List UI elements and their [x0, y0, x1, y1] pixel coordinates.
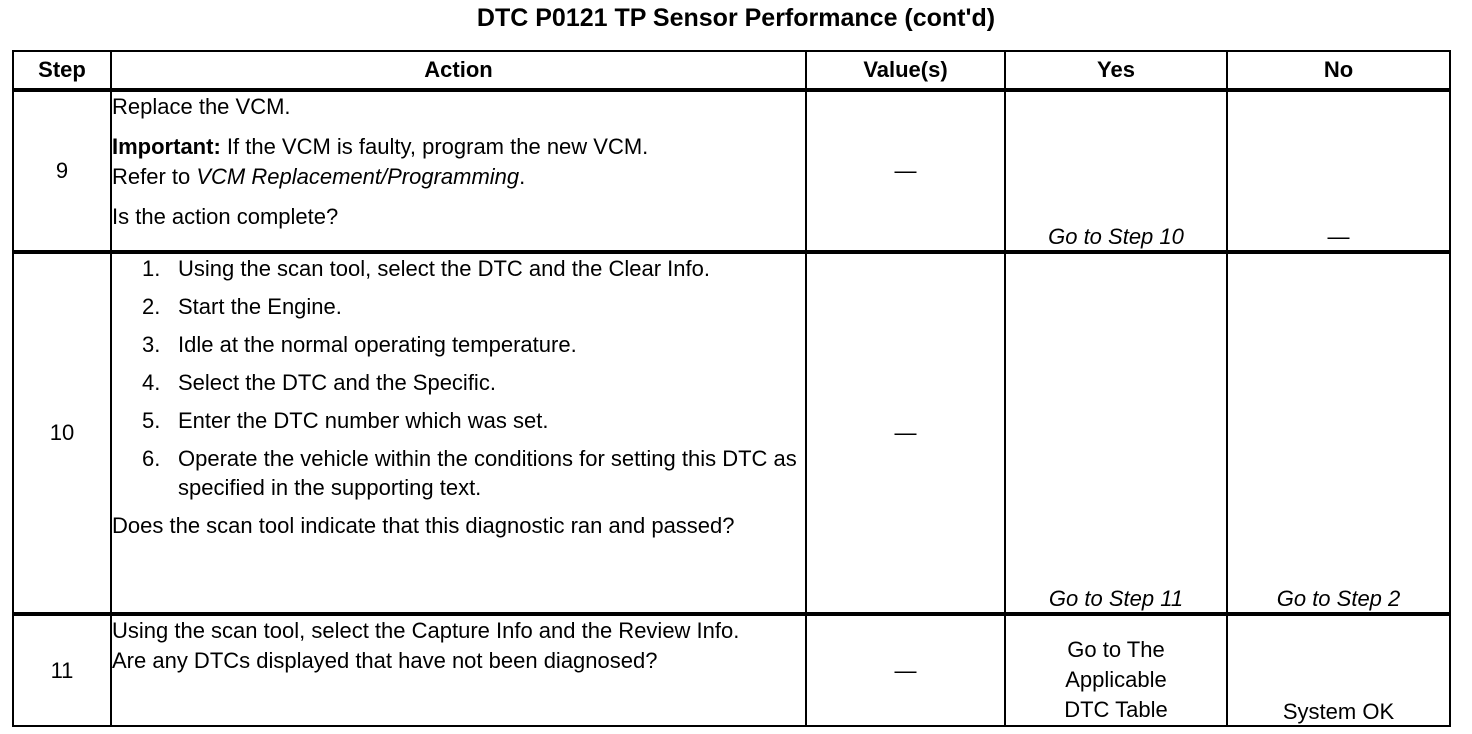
- column-header-values: Value(s): [806, 51, 1005, 90]
- column-header-yes: Yes: [1005, 51, 1227, 90]
- yes-cell: Go to Step 10: [1005, 90, 1227, 252]
- list-item-text: Operate the vehicle within the conditions for setting this DTC as specified in the supporting text.: [178, 446, 797, 500]
- list-item: [112, 406, 805, 435]
- yes-cell: [1005, 614, 1227, 726]
- list-item-text: Idle at the normal operating temperature.: [178, 332, 577, 357]
- list-item-number: 4.: [142, 370, 161, 395]
- step-number: 9: [13, 90, 111, 252]
- important-text: If the VCM is faulty, program the new VCM.: [220, 134, 649, 159]
- step-number: 10: [13, 252, 111, 614]
- important-label: Important:: [112, 134, 221, 159]
- step-number: 11: [13, 614, 111, 726]
- list-item: [112, 330, 805, 359]
- list-item-number: 2.: [142, 294, 161, 319]
- yes-line: Applicable: [1065, 667, 1167, 692]
- refer-prefix: Refer to: [112, 164, 197, 189]
- value-cell: —: [806, 252, 1005, 614]
- page-title: DTC P0121 TP Sensor Performance (cont'd): [476, 4, 996, 32]
- procedure-list: [112, 254, 805, 502]
- list-item: [112, 254, 805, 283]
- list-item-text: Select the DTC and the Specific.: [178, 370, 496, 395]
- refer-link-text: VCM Replacement/Programming: [196, 164, 520, 189]
- list-item: [112, 444, 805, 502]
- important-note: [112, 132, 805, 192]
- yes-line: DTC Table: [1064, 697, 1168, 722]
- column-header-action: Action: [111, 51, 806, 90]
- table-row: [13, 252, 1450, 614]
- list-item-number: 5.: [142, 408, 161, 433]
- action-question: Does the scan tool indicate that this diagnostic ran and passed?: [112, 513, 735, 538]
- list-item-text: Using the scan tool, select the DTC and the Clear Info.: [178, 256, 710, 281]
- action-question: Is the action complete?: [112, 204, 339, 229]
- action-text: Replace the VCM.: [112, 94, 291, 119]
- yes-line: Go to The: [1067, 637, 1165, 662]
- yes-cell: Go to Step 11: [1005, 252, 1227, 614]
- refer-suffix: .: [519, 164, 526, 189]
- table-row: [13, 90, 1450, 252]
- no-cell: System OK: [1227, 614, 1450, 726]
- action-question: Are any DTCs displayed that have not been diagnosed?: [112, 648, 658, 673]
- table-header-row: [13, 51, 1450, 90]
- list-item: [112, 368, 805, 397]
- list-item: [112, 292, 805, 321]
- list-item-number: 3.: [142, 332, 161, 357]
- value-cell: —: [806, 90, 1005, 252]
- list-item-number: 1.: [142, 256, 161, 281]
- action-text: Using the scan tool, select the Capture Info and the Review Info.: [112, 618, 740, 643]
- no-cell: Go to Step 2: [1227, 252, 1450, 614]
- diagnostic-table: [12, 50, 1451, 727]
- list-item-number: 6.: [142, 446, 161, 471]
- list-item-text: Start the Engine.: [178, 294, 342, 319]
- column-header-no: No: [1227, 51, 1450, 90]
- column-header-step: Step: [13, 51, 111, 90]
- value-cell: —: [806, 614, 1005, 726]
- action-cell: [111, 614, 806, 726]
- table-row: [13, 614, 1450, 726]
- list-item-text: Enter the DTC number which was set.: [178, 408, 549, 433]
- action-cell: [111, 90, 806, 252]
- no-cell: —: [1227, 90, 1450, 252]
- action-cell: [111, 252, 806, 614]
